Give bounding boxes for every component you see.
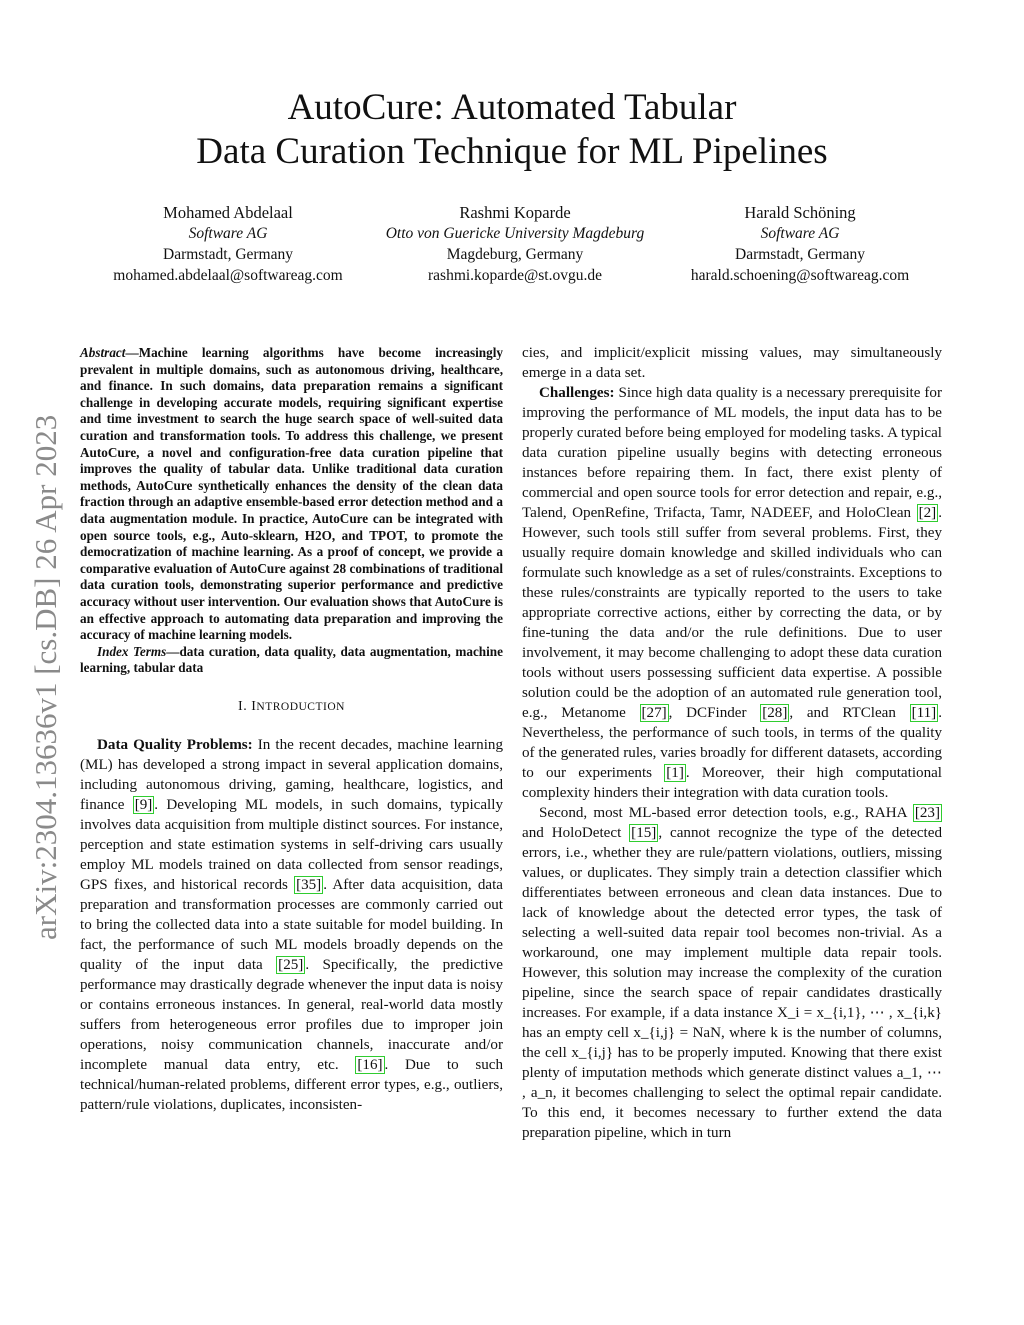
paragraph-lead: Challenges: (539, 385, 615, 401)
paragraph-text: . Nevertheless, the performance of such tools, in terms of the quality of the generated rules, varies broadly for different datasets, according to our experiments (522, 705, 942, 781)
paragraph-text: In the recent decades, machine learning (ML) has developed a strong impact in several application domains, including autonomous driving, gaming, healthcare, logistics, and finance (80, 736, 503, 813)
paragraph-text: . Due to such technical/human-related problems, different error types, e.g., outliers, pattern/rule violations, duplicates, inconsisten- (80, 1056, 503, 1113)
paragraph-text: , cannot recognize the type of the detected errors, i.e., whether they are rule/pattern violations, outliers, missing values, or duplicates. They simply train a detection classifier which differentiates between erroneous and clean data instances. Due to lack of knowledge about the detected error types, the task of selecting a well-suited data repair tool becomes non-trivial. As a workaround, one may implement multiple data repair tools. However, this solution may increase the complexity of the curation pipeline, since the search space of repair candidates drastically increases. For example, if a data instance X_i = x_{i,1}, ⋯ , x_{i,k} has an empty cell x_{i,j} = NaN, where k is the number of columns, the cell x_{i,j} has to be properly imputed. Knowing that there exist plenty of imputation methods which generate distinct values a_1, ⋯ , a_n, it becomes challenging to select the optimal repair candidate. To this end, it becomes necessary to further extend the data preparation pipeline, which in turn (522, 825, 942, 1141)
author-affiliation: Software AG (188, 225, 268, 242)
section-heading (80, 699, 503, 715)
paragraph-text: , DCFinder (668, 705, 761, 721)
paragraph-continuation: cies, and implicit/explicit missing values, may simultaneously emerge in a data set. (522, 345, 942, 381)
intro-paragraph-1 (80, 735, 503, 1115)
paragraph-lead: Data Quality Problems: (97, 736, 253, 753)
author-location: Magdeburg, Germany (446, 246, 584, 263)
author-location: Darmstadt, Germany (735, 246, 865, 263)
author-name: Mohamed Abdelaal (163, 203, 293, 222)
paragraph-text: . However, such tools still suffer from several problems. First, they usually require domain knowledge and skilled individuals who can formulate such knowledge as a set of rules/constraints. Exceptions to these rules/constraints are typically reported to the users to take appropriate corrective actions, either by correcting the data, or by fine-tuning the data and/or the rule definitions. Due to user involvement, it may become challenging to adopt these data curation tools without users possessing sufficient data expertise. A possible solution could be the adoption of an automated rule generation tool, e.g., Metanome (522, 505, 942, 721)
index-terms-text: —data curation, data quality, data augmentation, machine learning, tabular data (80, 643, 503, 676)
paragraph-text: . Specifically, the predictive performance may drastically degrade whenever the input data is noisy or contains erroneous instances. In general, real-world data mostly suffers from heterogeneous error profiles due to improper join operations, noisy communication channels, inaccurate and/or incomplete manual data entry, etc. (80, 956, 504, 1073)
abstract-label: Abstract (80, 345, 126, 360)
citation-link[interactable]: [2] (918, 505, 937, 521)
author-email[interactable]: mohamed.abdelaal@softwareag.com (113, 267, 343, 284)
paragraph-text: , and RTClean (789, 705, 910, 721)
author-affiliation: Otto von Guericke University Magdeburg (385, 225, 645, 242)
paragraph-text: . After data acquisition, data preparation and transformation processes are commonly carried out to bring the collected data into a state suitable for model building. In fact, the performance of such ML models broadly depends on the quality of the input data (80, 876, 503, 973)
author-email[interactable]: harald.schoening@softwareag.com (690, 267, 910, 284)
abstract (80, 345, 503, 677)
second-paragraph (522, 803, 942, 1143)
author-location: Darmstadt, Germany (163, 246, 293, 263)
citation-link[interactable]: [35] (296, 876, 322, 893)
author-email[interactable]: rashmi.koparde@st.ovgu.de (428, 267, 602, 284)
citation-link[interactable]: [25] (278, 956, 304, 973)
citation-link[interactable]: [16] (357, 1056, 383, 1073)
challenges-paragraph (522, 383, 942, 803)
title-line-1: AutoCure: Automated Tabular (287, 87, 737, 128)
author-name: Harald Schöning (744, 203, 856, 222)
arxiv-identifier: arXiv:2304.13636v1 [cs.DB] 26 Apr 2023 (28, 414, 63, 940)
citation-link[interactable]: [9] (134, 796, 153, 813)
paragraph-text: . Moreover, their high computational complexity hinders their integration with data curation tools. (522, 765, 943, 801)
author-1 (98, 202, 358, 286)
author-affiliation: Software AG (760, 225, 840, 242)
paragraph-text: and HoloDetect (522, 825, 630, 841)
paragraph-text: Second, most ML-based error detection tools, e.g., RAHA (539, 805, 913, 821)
citation-link[interactable]: [15] (631, 825, 657, 841)
paragraph-text: . Developing ML models, in such domains, typically involves data acquisition from multiple distinct sources. For instance, perception and state estimation systems in self-driving cars usually employ ML models trained on data collected from sensor readings, GPS fixes, and historical records (80, 796, 503, 893)
section-first-letter: I (251, 698, 257, 714)
author-2 (365, 202, 665, 286)
right-column (522, 343, 942, 1143)
citation-link[interactable]: [23] (914, 805, 940, 821)
citation-link[interactable]: [28] (762, 705, 788, 721)
section-number: I. (238, 698, 252, 714)
index-terms-label: Index Terms (97, 643, 167, 659)
left-column (80, 345, 503, 1115)
abstract-text: —Machine learning algorithms have become increasingly prevalent in multiple domains, such as autonomous driving, healthcare, and finance. In such domains, data preparation remains a significant challenge in developing accurate models, requiring significant expertise and time investment to search the huge search space of well-suited data curation and transformation tools. To address this challenge, we present AutoCure, a novel and configuration-free data curation pipeline that improves the quality of tabular data. Unlike traditional data curation methods, AutoCure synthetically enhances the density of the clean data fraction through an adaptive ensemble-based error detection method and a data augmentation module. In practice, AutoCure can be integrated with open source tools, e.g., Auto-sklearn, H2O, and TPOT, to promote the democratization of machine learning. As a proof of concept, we provide a comparative evaluation of AutoCure against 28 combinations of traditional data curation tools, demonstrating superior performance and predictive accuracy without user intervention. Our evaluation shows that AutoCure is an effective approach to automating data preparation and improving the accuracy of machine learning models. (80, 345, 503, 643)
citation-link[interactable]: [27] (641, 705, 667, 721)
title-line-2: Data Curation Technique for ML Pipelines (196, 131, 828, 172)
paragraph-text: Since high data quality is a necessary prerequisite for improving the performance of ML models, the input data has to be properly curated before being employed for modeling tasks. A typical data curation pipeline usually begins with detecting erroneous instances before repairing them. In fact, there exist plenty of commercial and open source tools for error detection and repair, e.g., Talend, OpenRefine, Trifacta, Tamr, NADEEF, and HoloClean (522, 385, 942, 521)
section-title-rest: NTRODUCTION (256, 700, 345, 713)
author-3 (672, 202, 928, 286)
author-name: Rashmi Koparde (459, 203, 571, 222)
citation-link[interactable]: [1] (666, 765, 684, 781)
citation-link[interactable]: [11] (911, 705, 937, 721)
paper-title (0, 86, 1024, 174)
